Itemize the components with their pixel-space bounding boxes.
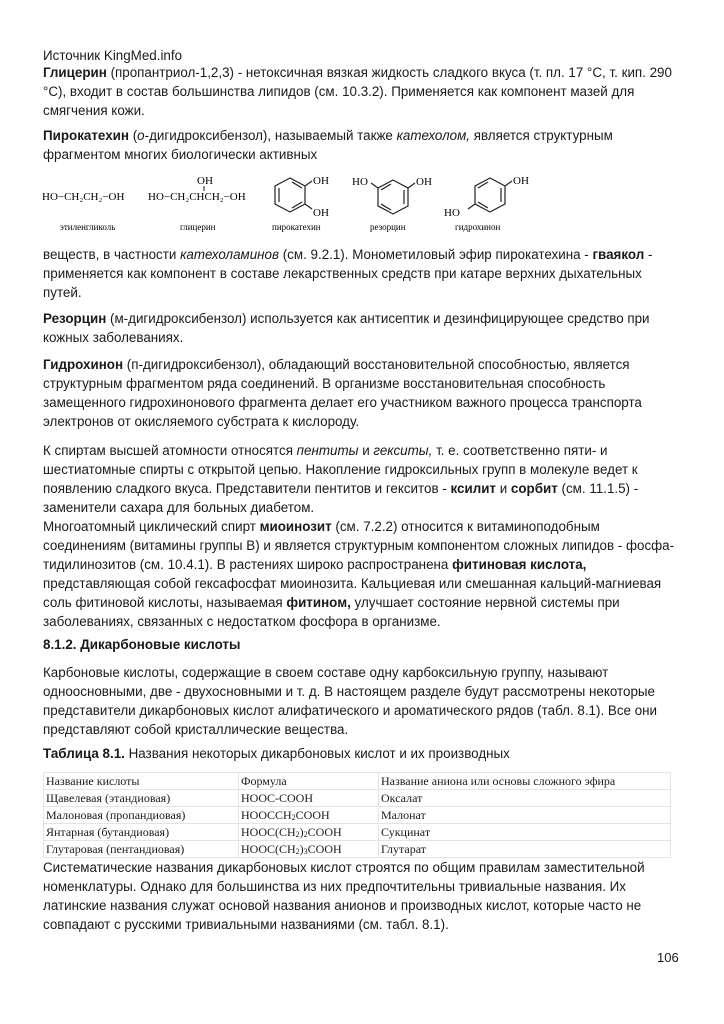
formula-part: HOOCCH — [241, 808, 292, 822]
section-heading: 8.1.2. Дикарбоновые кислоты — [43, 637, 241, 652]
bold-term: Глицерин — [43, 65, 107, 80]
oh-group: HO — [352, 176, 368, 188]
column-header: Формула — [239, 773, 379, 790]
oh-group: OH — [313, 175, 329, 187]
text-run: (пропантриол-1,2,3) - нетоксичная вязкая жидкость сладкого вкуса (т. пл. 17 °С, т. кип. 290 °С), входит в состав большинства липидов (см. 10.3.2). Применяется как компонент мазей для смягчения кожи. — [43, 65, 672, 118]
acid-name-cell: Малоновая (пропандиовая) — [44, 807, 239, 824]
column-header: Название аниона или основы сложного эфира — [379, 773, 671, 790]
paragraph-nomenclature — [43, 858, 683, 934]
structure-glycerol — [148, 175, 246, 232]
italic-term: о — [137, 128, 145, 143]
table-row — [44, 841, 671, 858]
formula-part: HOOC-COOH — [241, 791, 313, 805]
table-row — [44, 790, 671, 807]
italic-term: пентиты — [296, 443, 359, 458]
text-run: и — [496, 481, 511, 496]
structure-hydroquinone — [468, 178, 512, 212]
formula-text: HO−CH₂CH₂−OH — [42, 191, 125, 203]
table-row — [44, 824, 671, 841]
oh-group: HO — [444, 207, 460, 219]
text-run: - применяется как компонент в составе лекарственных средств при катаре верхних дыхательных путей. — [43, 247, 653, 300]
paragraph-polyols — [43, 441, 683, 517]
paragraph-pyrocatechol — [43, 126, 683, 164]
dicarboxylic-acids-table — [43, 772, 671, 858]
text-run: ( — [128, 128, 138, 143]
structure-resorcinol — [371, 180, 415, 214]
acid-name-cell: Глутаровая (пентандиовая) — [44, 841, 239, 858]
text-run: К спиртам высшей атомности относятся — [43, 443, 297, 458]
text-run: веществ, в частности — [43, 247, 181, 262]
text-run: (м-дигидроксибензол) используется как антисептик и дезинфицирующее средство при кожных заболеваниях. — [43, 311, 650, 345]
text-run: -дигидроксибензол), называемый также — [144, 128, 397, 143]
formula-part: ) — [299, 825, 304, 839]
bold-term: Пирокатехин — [43, 128, 129, 143]
structure-pyrocatechol — [275, 178, 312, 212]
paragraph-resorcinol — [43, 309, 683, 347]
paragraph-glycerol — [43, 63, 683, 120]
acid-name-cell: Щавелевая (этандиовая) — [44, 790, 239, 807]
text-run: т. е. соответственно пяти- и шестиатомные спирты с открытой цепью. Накопление гидроксильных групп в молекуле ведет к появлению сладкого вкуса. Представители пентитов и гекситов - — [43, 443, 638, 496]
bold-term: сорбит — [510, 481, 558, 496]
italic-term: катехолом, — [396, 128, 470, 143]
formula-part: HOOC(CH — [241, 842, 296, 856]
formula-part: COOH — [307, 825, 342, 839]
oh-group: OH — [416, 176, 432, 188]
subscript: 2 — [295, 847, 300, 856]
formula-cell — [239, 841, 379, 858]
anion-name-cell: Оксалат — [379, 790, 671, 807]
bold-term: Гидрохинон — [43, 357, 124, 372]
subscript: 2 — [291, 813, 296, 822]
formula-cell — [239, 807, 379, 824]
formula-part: COOH — [307, 842, 342, 856]
anion-name-cell: Сукцинат — [379, 824, 671, 841]
bold-term: фитиновая кислота, — [452, 557, 587, 572]
bold-term: миоинозит — [259, 519, 332, 534]
text-run: (см. 9.2.1). Монометиловый эфир пирокатехина - — [279, 247, 593, 262]
table-title: Названия некоторых дикарбоновых кислот и их производных — [124, 746, 510, 761]
paragraph-catecholamines — [43, 245, 683, 302]
text-run: Многоатомный циклический спирт — [43, 519, 260, 534]
structure-label: резорцин — [370, 222, 406, 232]
paragraph-hydroquinone — [43, 355, 683, 431]
acid-name-cell: Янтарная (бутандиовая) — [44, 824, 239, 841]
formula-cell — [239, 790, 379, 807]
bold-term: Резорцин — [43, 311, 107, 326]
paragraph-myoinositol — [43, 517, 683, 631]
bold-term: ксилит — [450, 481, 496, 496]
table-number: Таблица 8.1. — [43, 746, 125, 761]
text-run: (п-дигидроксибензол), обладающий восстановительной способностью, является структурным фрагментом ряда соединений. В организме восстановительная способность замещенного гидрохинонового фрагмента делает его участником важного процесса транспорта электронов от окисляемого субстрата к кислороду. — [43, 357, 642, 429]
subscript: 2 — [303, 830, 308, 839]
formula-text: HO−CH₂CHCH₂−OH — [148, 191, 246, 203]
subscript: 2 — [295, 830, 300, 839]
bold-term: гваякол — [592, 247, 645, 262]
text-run: Карбоновые кислоты, содержащие в своем составе одну карбоксильную группу, называют одноосновными, две - двухосновными и т. д. В настоящем разделе будут рассмотрены некоторые представители дикарбоновых кислот алифатического и ароматического рядов (табл. 8.1). Все они представляют собой кристаллические вещества. — [43, 665, 658, 737]
page-number: 106 — [657, 950, 679, 965]
formula-part: COOH — [295, 808, 330, 822]
structure-label: глицерин — [180, 222, 216, 232]
structure-label: этиленгликоль — [60, 222, 116, 232]
text-run: улучшает состояние нервной системы при заболеваниях, связанных с недостатком фосфора в организме. — [43, 595, 620, 629]
text-run: Систематические названия дикарбоновых кислот строятся по общим правилам заместительной номенклатуры. Однако для большинства из них предпочтительны тривиальные названия. Их латинские названия служат основой названия анионов и производных кислот, которые часто не совпадают с русскими тривиальными названиями (см. табл. 8.1). — [43, 860, 645, 932]
formula-cell — [239, 824, 379, 841]
oh-group: OH — [513, 175, 529, 187]
italic-term: катехоламинов — [180, 247, 279, 262]
text-run: представляющая собой гексафосфат миоинозита. Кальциевая или смешанная кальций-магниевая соль фитиновой кислоты, называемая — [43, 576, 662, 610]
anion-name-cell: Малонат — [379, 807, 671, 824]
bold-term: фитином, — [286, 595, 351, 610]
text-run: и — [358, 443, 374, 458]
chemical-structures-figure — [40, 166, 540, 236]
table-header-row — [44, 773, 671, 790]
table-row — [44, 807, 671, 824]
text-run: (см. 7.2.2) относится к витаминоподобным соединениям (витамины группы В) и является структурным компонентом сложных липидов - фосфа-тидилинозитов (см. 10.4.1). В растениях широко распространена — [43, 519, 675, 572]
paragraph-dicarboxylic — [43, 663, 683, 739]
subscript: 3 — [303, 847, 308, 856]
formula-part: ) — [299, 842, 304, 856]
text-run: (см. 11.1.5) - заменители сахара для больных диабетом. — [43, 481, 639, 515]
table-caption — [43, 744, 683, 763]
column-header: Название кислоты — [44, 773, 239, 790]
text-run: является структурным фрагментом многих биологически активных — [43, 128, 613, 162]
structure-label: пирокатехин — [272, 222, 321, 232]
structure-ethylene-glycol — [42, 191, 124, 232]
italic-term: гекситы, — [373, 443, 433, 458]
source-line: Источник KingMed.info — [43, 48, 183, 63]
anion-name-cell: Глутарат — [379, 841, 671, 858]
oh-group: OH — [313, 207, 329, 219]
formula-part: HOOC(CH — [241, 825, 296, 839]
structure-label: гидрохинон — [455, 222, 501, 232]
oh-group: OH — [197, 175, 213, 187]
